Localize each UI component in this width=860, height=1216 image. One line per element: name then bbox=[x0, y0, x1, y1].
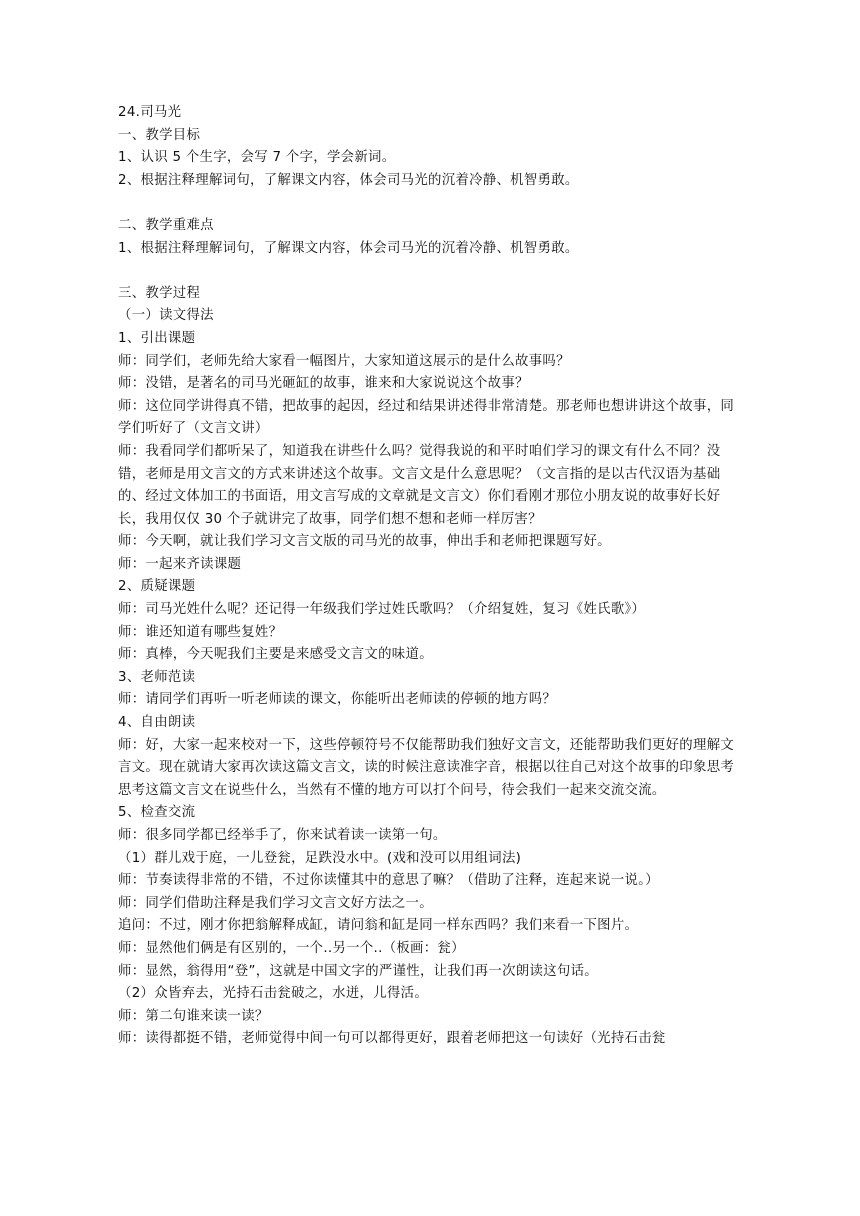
document-title: 24.司马光 bbox=[118, 105, 182, 120]
process-line: 师：第二句谁来读一读？ bbox=[118, 1008, 269, 1024]
section-heading-process: 三、教学过程 bbox=[118, 285, 201, 301]
process-line: 4、自由朗读 bbox=[118, 715, 196, 731]
process-line: （1）群儿戏于庭，一儿登瓮，足跌没水中。(戏和没可以用组词法) bbox=[118, 850, 522, 866]
process-line: 师：司马光姓什么呢？还记得一年级我们学过姓氏歌吗？（介绍复姓，复习《姓氏歌》） bbox=[118, 602, 646, 618]
process-line: 师：同学们，老师先给大家看一幅图片，大家知道这展示的是什么故事吗？ bbox=[118, 353, 570, 369]
key-point-item: 1、根据注释理解词句，了解课文内容，体会司马光的沉着冷静、机智勇敢。 bbox=[118, 240, 579, 256]
process-line: 5、检查交流 bbox=[118, 805, 196, 821]
process-line: 师：显然，翁得用“登”，这就是中国文字的严谨性，让我们再一次朗读这句话。 bbox=[118, 963, 598, 979]
process-line: 追问：不过，刚才你把翁解释成缸，请问翁和缸是同一样东西吗？我们来看一下图片。 bbox=[118, 918, 639, 934]
process-line: 师：我看同学们都听呆了，知道我在讲些什么吗？觉得我说的和平时咱们学习的课文有什么不同？没错，老师是用文言文的方式来讲述这个故事。文言文是什么意思呢？（文言指的是以古代汉语为基础的、经过文体加工的书面语，用文言写成的文章就是文言文）你们看刚才那位小朋友说的故事好长好长，我用仅仅 30 个子就讲完了故事，同学们想不想和老师一样厉害？ bbox=[118, 443, 721, 527]
process-line: 师：同学们借助注释是我们学习文言文好方法之一。 bbox=[118, 895, 433, 911]
section-heading-key-points: 二、教学重难点 bbox=[118, 217, 214, 233]
process-line: 师：今天啊，就让我们学习文言文版的司马光的故事，伸出手和老师把课题写好。 bbox=[118, 534, 611, 550]
process-line: 师：谁还知道有哪些复姓？ bbox=[118, 624, 283, 640]
process-line: （2）众皆弃去，光持石击瓮破之，水迸，儿得活。 bbox=[118, 986, 429, 1002]
process-line: 师：读得都挺不错，老师觉得中间一句可以都得更好，跟着老师把这一句读好（光持石击瓮 bbox=[118, 1031, 666, 1047]
process-line: 师：真棒，今天呢我们主要是来感受文言文的味道。 bbox=[118, 647, 433, 663]
section-heading-goals: 一、教学目标 bbox=[118, 127, 201, 143]
process-line: 师：这位同学讲得真不错，把故事的起因，经过和结果讲述得非常清楚。那老师也想讲讲这个故事，同学们听好了（文言文讲） bbox=[118, 398, 735, 437]
process-line: 师：显然他们俩是有区别的，一个..另一个..（板画：瓮） bbox=[118, 940, 465, 956]
process-line: 1、引出课题 bbox=[118, 330, 196, 346]
goal-item: 1、认识 5 个生字，会写 7 个字，学会新词。 bbox=[118, 150, 396, 166]
paragraph-gap bbox=[118, 260, 742, 283]
goal-item: 2、根据注释理解词句，了解课文内容，体会司马光的沉着冷静、机智勇敢。 bbox=[118, 172, 579, 188]
process-line: 师：节奏读得非常的不错，不过你读懂其中的意思了嘛？（借助了注释，连起来说一说。） bbox=[118, 873, 659, 889]
paragraph-gap bbox=[118, 192, 742, 215]
process-line: （一）读文得法 bbox=[118, 308, 214, 324]
process-line: 师：很多同学都已经举手了，你来试着读一读第一句。 bbox=[118, 828, 447, 843]
process-line: 师：好，大家一起来校对一下，这些停顿符号不仅能帮助我们独好文言文，还能帮助我们更好的理解文言文。现在就请大家再次读这篇文言文，读的时候注意读准字音，根据以往自己对这个故事的印象思考思考这篇文言文在说些什么，当然有不懂的地方可以打个问号，待会我们一起来交流交流。 bbox=[118, 737, 735, 798]
process-line: 师：没错，是著名的司马光砸缸的故事，谁来和大家说说这个故事？ bbox=[118, 376, 529, 392]
process-line: 师：请同学们再听一听老师读的课文，你能听出老师读的停顿的地方吗？ bbox=[118, 692, 557, 708]
process-line: 2、质疑课题 bbox=[118, 579, 196, 595]
process-line: 3、老师范读 bbox=[118, 669, 196, 685]
process-line: 师：一起来齐读课题 bbox=[118, 556, 242, 572]
